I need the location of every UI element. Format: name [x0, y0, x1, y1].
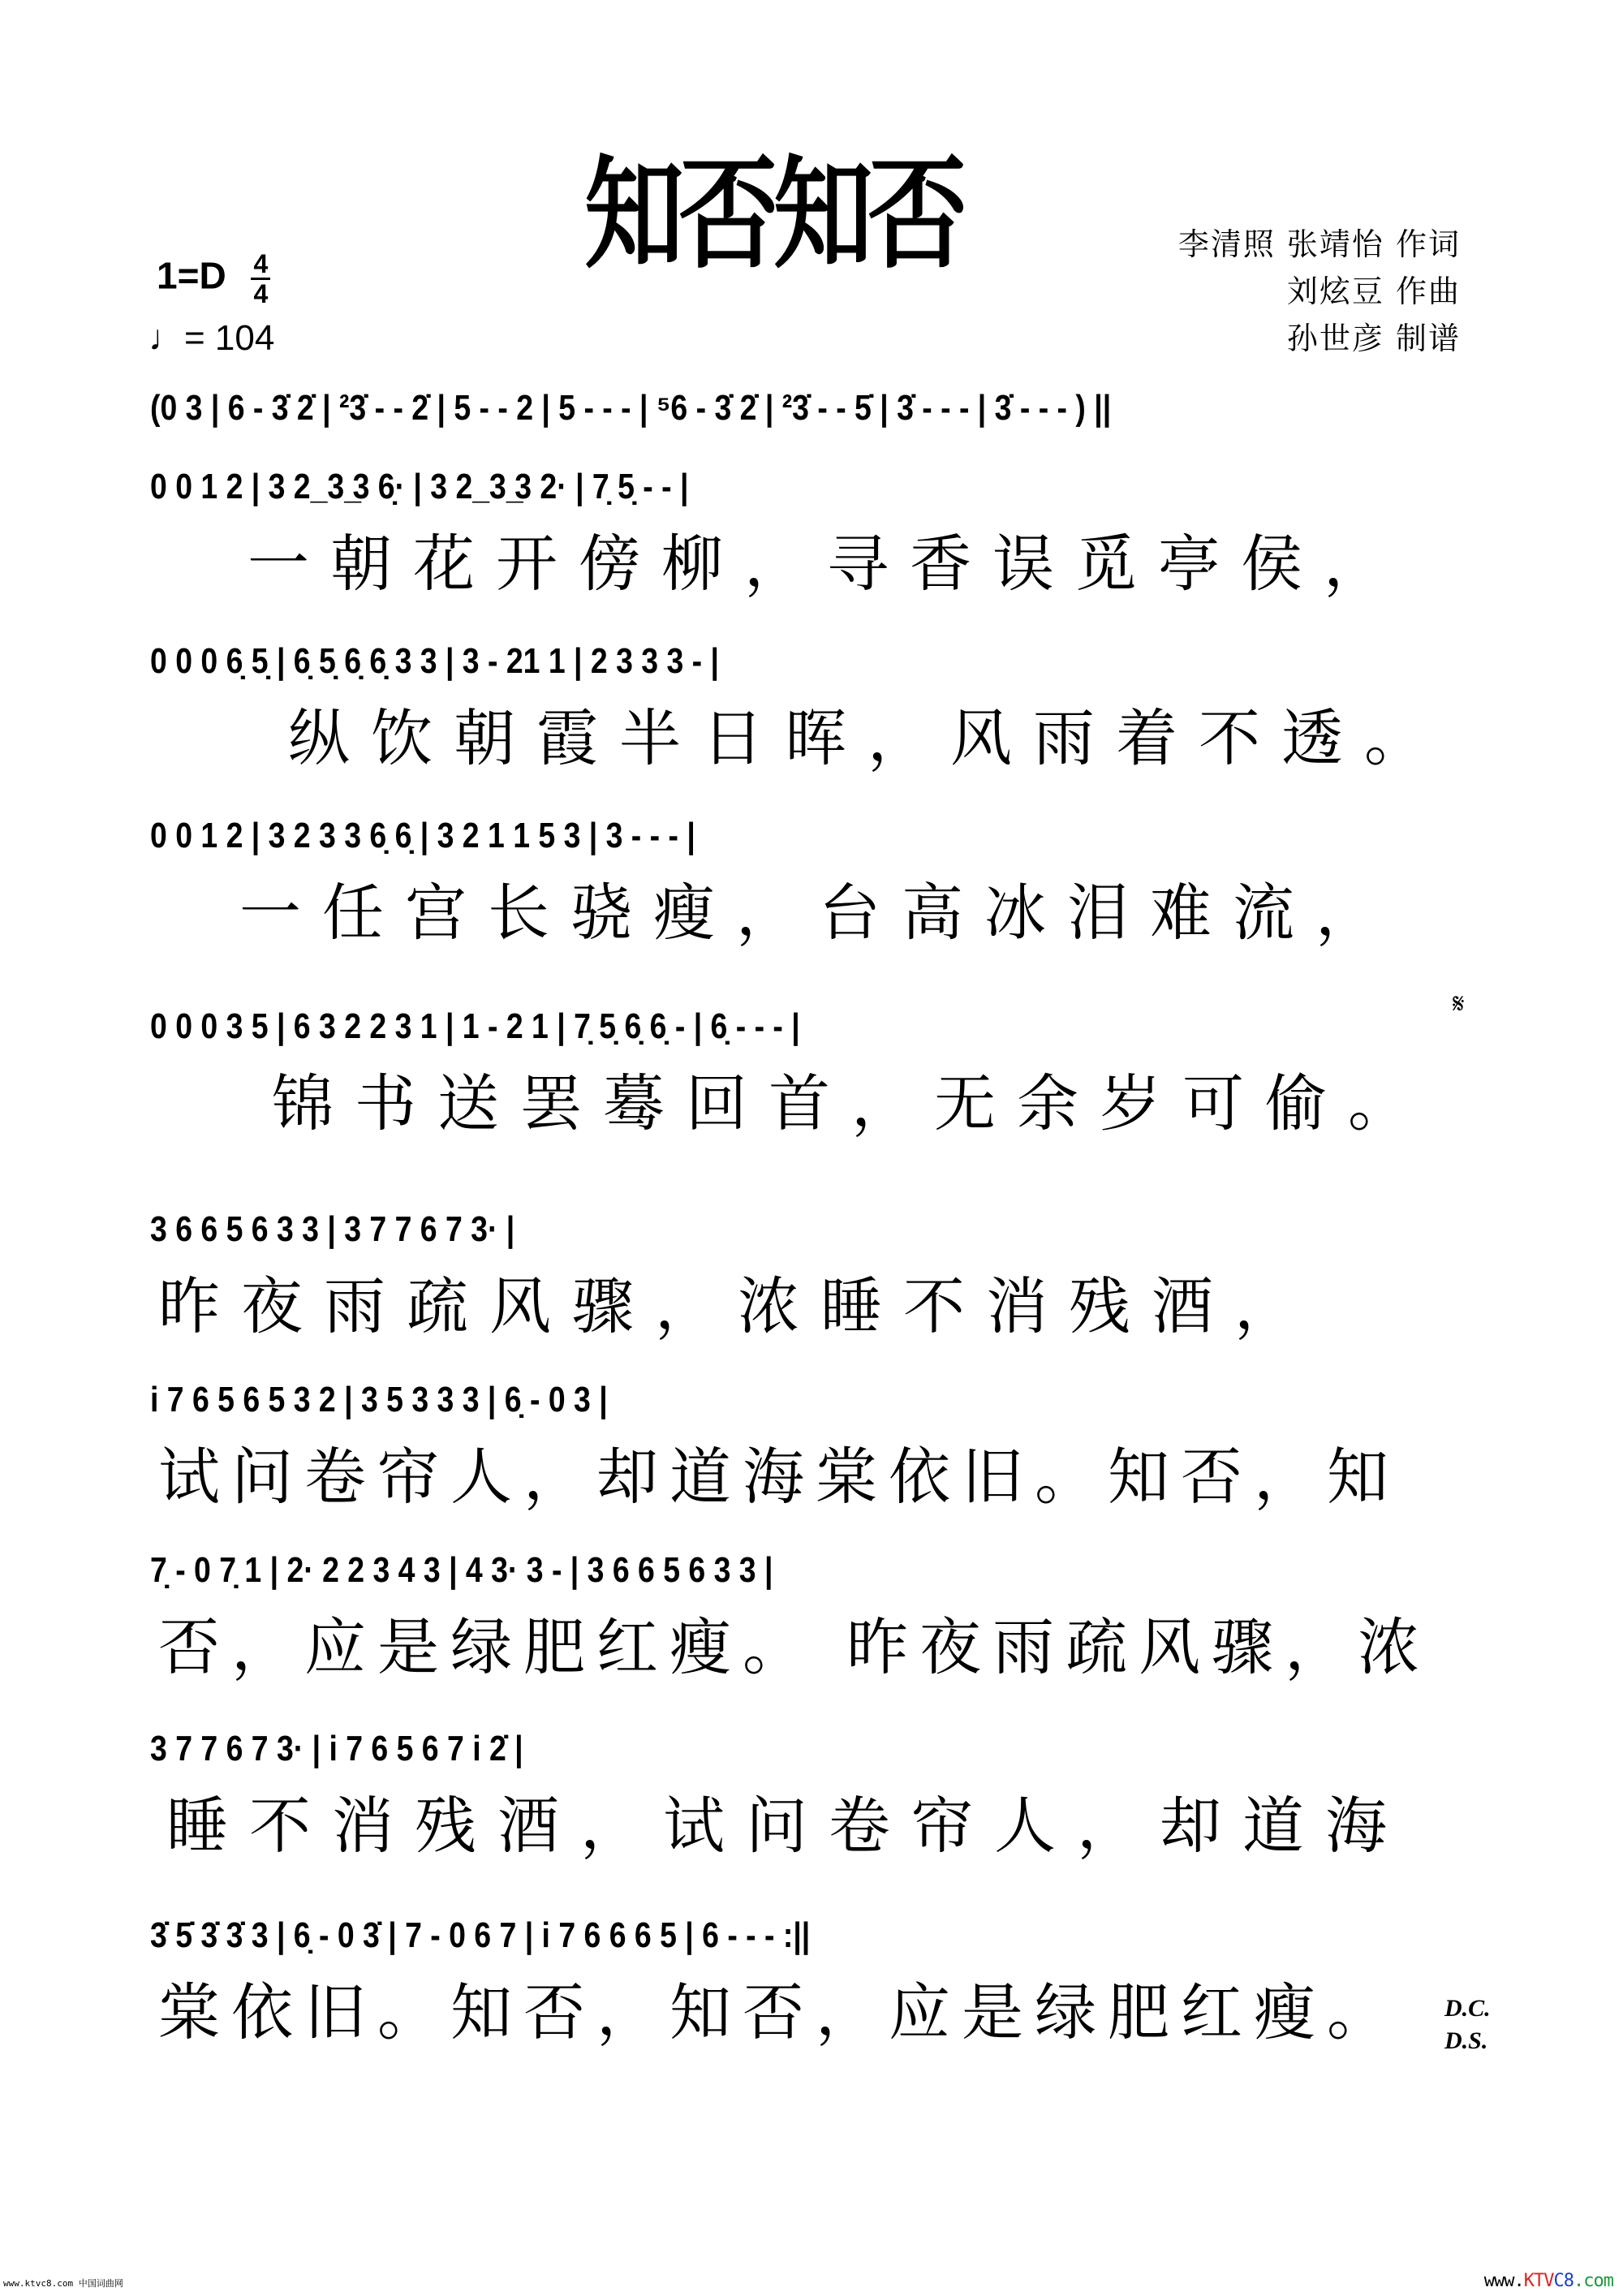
system-1 — [150, 467, 1481, 600]
lyric-line: 否，应是绿肥红瘦。 昨夜雨疏风骤，浓 — [158, 1611, 1431, 1683]
lyric-line: 棠依旧。知否，知否，应是绿肥红瘦。 — [158, 1976, 1400, 2048]
dc-mark: D.C. — [1444, 1995, 1491, 2022]
notation-line: 3 6 6 5 6 3 3 | 3 7 7 6 7 3· | — [150, 1209, 515, 1249]
notation-line: 7̣ - 0 7̣ 1 | 2· 2 2 3 4 3 | 4 3· 3 - | 3 6 6 5 6 3 3 | — [150, 1550, 773, 1590]
lyric-line: 一朝花开傍柳，寻香误觅亭侯， — [248, 528, 1406, 600]
system-9 — [150, 1915, 1481, 2048]
lyric-line: 一任宫长骁瘦，台高冰泪难流， — [239, 877, 1398, 949]
composer-credit: 刘炫豆 作曲 — [1286, 274, 1461, 309]
key-signature — [157, 250, 270, 308]
notation-line: (0 3 | 6 - 3̇ 2̇ | ²3̇ - - 2̇ | 5 - - 2 | 5 - - - | ⁵6 - 3̇ 2̇ | ²3̇ - - 5̇ | 3̇ - - - | 3̇ - - - ) || — [150, 388, 1112, 428]
system-3 — [150, 816, 1481, 949]
lyric-line: 纵饮朝霞半日晖，风雨着不透。 — [288, 702, 1447, 774]
system-8 — [150, 1729, 1481, 1862]
notation-line: 0 0 1 2 | 3 2 ̲ 3 ̲3 6̣· | 3 2 ̲ 3 ̲3 2· | 7̣ 5̣ - - | — [150, 467, 689, 506]
notation-line: 0 0 0 6̣ 5̣ | 6̣ 5̣ 6̣ 6̣ 3 3 | 3 - 21 1 | 2 3 3 3 - | — [150, 641, 719, 681]
notation-line: 3̇ 5̇ 3̇ 3̇ 3 | 6̣ - 0 3̇ | 7 - 0 6 7 | i 7 6 6 6 5 | 6 - - - :|| — [150, 1915, 811, 1955]
song-title: 知否知否 — [584, 144, 962, 286]
system-4 — [150, 1006, 1481, 1139]
notation-line: 3 7 7 6 7 3· | i 7 6 5 6 7 i 2̇ | — [150, 1729, 523, 1768]
ds-mark: D.S. — [1444, 2027, 1488, 2054]
notation-line: 0 0 0 3 5 | 6 3 2 2 3 1 | 1 - 2 1 | 7̣ 5̣ 6̣ 6̣ - | 6̣ - - - | — [150, 1006, 800, 1046]
system-7 — [150, 1550, 1481, 1683]
system-6 — [150, 1380, 1481, 1513]
lyric-line: 睡不消残酒，试问卷帘人，却道海 — [166, 1790, 1408, 1862]
lyric-line: 昨夜雨疏风骤，浓睡不消残酒， — [158, 1270, 1317, 1342]
system-5 — [150, 1209, 1481, 1342]
footer-site-text: www.ktvc8.com 中国词曲网 — [3, 2278, 123, 2289]
system-2 — [150, 641, 1481, 774]
footer-watermark: www.KTVC8.com — [1483, 2271, 1613, 2291]
segno-sign: 𝄋 — [1453, 989, 1465, 1019]
lyric-line: 试问卷帘人，却道海棠依旧。知否，知 — [158, 1441, 1400, 1513]
arranger-credit: 孙世彦 制谱 — [1286, 321, 1461, 356]
system-intro — [150, 388, 1481, 453]
lyric-line: 锦书送罢蓦回首，无余岁可偷。 — [272, 1067, 1431, 1139]
time-numerator: 4 — [253, 249, 269, 278]
time-signature — [251, 250, 270, 308]
notation-line: i 7 6 5 6 5 3 2 | 3 5 3 3 3 | 6̣ - 0 3 | — [150, 1380, 608, 1419]
lyricist-credit: 李清照 张靖怡 作词 — [1177, 226, 1461, 262]
key-label: 1=D — [157, 254, 226, 297]
repeat-instructions — [1444, 1992, 1491, 2057]
tempo-marking: ♩= 104 — [149, 318, 275, 358]
notation-line: 0 0 1 2 | 3 2 3 3 6̣ 6̣ | 3 2 1 1 5 3 | 3 - - - | — [150, 816, 695, 855]
time-denominator: 4 — [253, 279, 269, 308]
credits — [1178, 221, 1461, 362]
